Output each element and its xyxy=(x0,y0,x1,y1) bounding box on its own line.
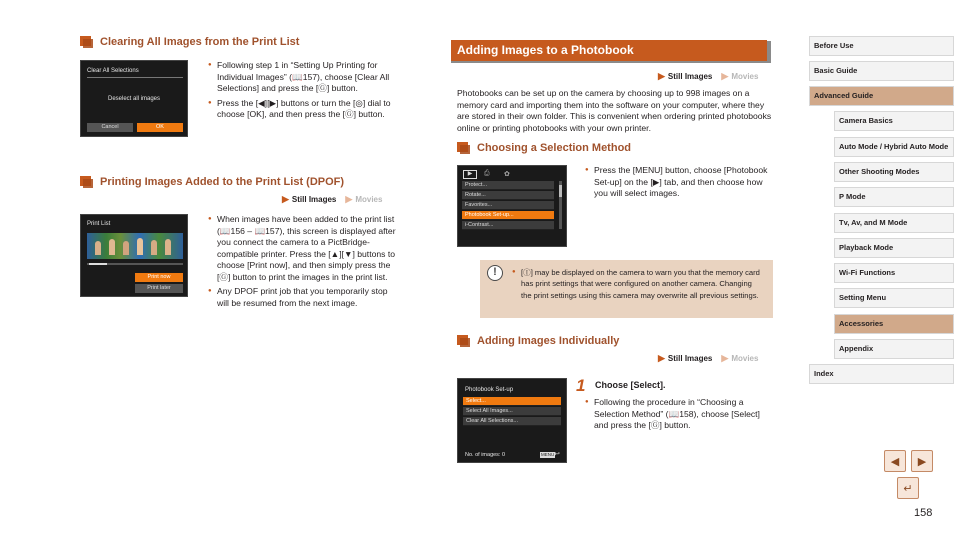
section-bullet-icon xyxy=(80,176,93,188)
nav-item-basic-guide[interactable]: Basic Guide xyxy=(809,61,954,81)
section-bullet-icon xyxy=(457,335,470,347)
ok-button: OK xyxy=(137,123,183,132)
nav-item-other-shooting-modes[interactable]: Other Shooting Modes xyxy=(834,162,954,182)
menu-item: Rotate... xyxy=(462,191,554,200)
playback-tab-icon: ▶ xyxy=(463,170,477,179)
section-bullet-icon xyxy=(457,142,470,154)
arrow-left-icon: ◀ xyxy=(890,455,900,468)
nav-item-setting-menu[interactable]: Setting Menu xyxy=(834,288,954,308)
camera-screen-playback-menu xyxy=(457,165,567,247)
screen-title: Clear All Selections xyxy=(87,68,139,74)
image-count: No. of images: 0 xyxy=(465,452,506,458)
image-type-tags xyxy=(282,194,382,205)
note-text: ● [Ⓘ] may be displayed on the camera to warn you that the memory card has print settings that were configured on another camera. Changing the print settings using this camera may overwrite all previous settings. xyxy=(512,267,762,301)
bullet-item: ● Following the procedure in “Choosing a Selection Method” (📖158), choose [Select] and press the [Ⓖ] button. xyxy=(585,397,770,432)
still-images-icon: ▶ xyxy=(282,194,289,204)
menu-item-selected: Select... xyxy=(463,397,561,406)
nav-item-accessories[interactable]: Accessories xyxy=(834,314,954,334)
nav-item-auto-mode-hybrid-auto-mode[interactable]: Auto Mode / Hybrid Auto Mode xyxy=(834,137,954,157)
note-box xyxy=(480,260,773,318)
menu-tag: MENU xyxy=(541,452,555,457)
instructions-dpof xyxy=(208,214,398,312)
bullet-item: ● When images have been added to the print list (📖156 – 📖157), this screen is displayed after you connect the camera to a PictBridge-compatible printer. Press the [▲][▼] buttons to choose [Print now], and then simply press the [Ⓖ] button to print the images in the print list. xyxy=(208,214,398,283)
menu-item-selected: Photobook Set-up... xyxy=(462,211,554,220)
scrollbar-thumb xyxy=(559,185,562,197)
intro-paragraph: Photobooks can be set up on the camera by choosing up to 998 images on a memory card and importing them into the software on your computer, where they are stored in their own folder. This is convenient when ordering printed photobooks online or printing photobooks with your own printer. xyxy=(457,88,772,133)
camera-screen-photobook-setup xyxy=(457,378,567,463)
arrow-right-icon: ▶ xyxy=(917,455,927,468)
bullet-item: ● Following step 1 in “Setting Up Printing for Individual Images” (📖157), choose [Clear All Selections] and press the [Ⓖ] button. xyxy=(208,60,393,95)
instructions-clear-all xyxy=(208,60,393,124)
still-images-label: Still Images xyxy=(291,195,337,204)
menu-item: Protect... xyxy=(462,181,554,190)
nav-item-p-mode[interactable]: P Mode xyxy=(834,187,954,207)
photobook-menu xyxy=(463,397,561,429)
nav-item-index[interactable]: Index xyxy=(809,364,954,384)
instructions-selection xyxy=(585,165,770,203)
screen-message: Deselect all images xyxy=(107,96,161,102)
image-type-tags xyxy=(658,71,758,82)
heading-text: Choosing a Selection Method xyxy=(477,142,632,154)
still-images-label: Still Images xyxy=(667,354,713,363)
screen-title: Photobook Set-up xyxy=(465,387,514,393)
previous-page-button[interactable] xyxy=(884,450,906,472)
camera-screen-clear-all xyxy=(80,60,188,137)
nav-item-advanced-guide[interactable]: Advanced Guide xyxy=(809,86,954,106)
menu-item: Clear All Selections... xyxy=(463,417,561,426)
section-heading-clear-all xyxy=(80,36,299,48)
movies-label: Movies xyxy=(731,354,759,363)
menu-item: i-Contrast... xyxy=(462,221,554,230)
instructions-step1 xyxy=(585,397,770,435)
section-bullet-icon xyxy=(80,36,93,48)
setup-tab-icon: ✿ xyxy=(504,171,510,178)
still-images-icon: ▶ xyxy=(658,353,665,363)
menu-item: Favorites... xyxy=(462,201,554,210)
bullet-item: ● Any DPOF print job that you temporarily stop will be resumed from the next image. xyxy=(208,286,398,309)
return-arrow-icon: ↩ xyxy=(554,451,560,458)
section-heading-dpof xyxy=(80,176,344,188)
thumbnail-strip xyxy=(87,233,183,259)
return-button[interactable] xyxy=(897,477,919,499)
bullet-item: ● Press the [◀][▶] buttons or turn the [◎] dial to choose [OK], and then press the [Ⓖ] button. xyxy=(208,98,393,121)
page-number: 158 xyxy=(914,507,933,519)
nav-item-appendix[interactable]: Appendix xyxy=(834,339,954,359)
still-images-label: Still Images xyxy=(667,72,713,81)
image-type-tags xyxy=(658,353,758,364)
heading-text: Printing Images Added to the Print List (DPOF) xyxy=(100,176,345,188)
cancel-button: Cancel xyxy=(87,123,133,132)
section-heading-selection xyxy=(457,142,631,154)
screen-title: Print List xyxy=(87,221,111,227)
movies-icon: ▶ xyxy=(345,194,353,204)
page-title: Adding Images to a Photobook xyxy=(451,40,767,61)
warning-icon: ! xyxy=(487,265,503,281)
return-icon: ↵ xyxy=(903,482,913,495)
bullet-item: ● Press the [MENU] button, choose [Photobook Set-up] on the [▶] tab, and then choose how you will select images. xyxy=(585,165,770,200)
movies-icon: ▶ xyxy=(721,71,729,81)
nav-item-tv-av-and-m-mode[interactable]: Tv, Av, and M Mode xyxy=(834,213,954,233)
next-page-button[interactable] xyxy=(911,450,933,472)
movies-icon: ▶ xyxy=(721,353,729,363)
nav-item-wi-fi-functions[interactable]: Wi-Fi Functions xyxy=(834,263,954,283)
camera-screen-print-list xyxy=(80,214,188,297)
nav-item-before-use[interactable]: Before Use xyxy=(809,36,954,56)
movies-label: Movies xyxy=(731,72,759,81)
print-tab-icon: ⎙ xyxy=(484,170,490,177)
nav-item-camera-basics[interactable]: Camera Basics xyxy=(834,111,954,131)
section-heading-individually xyxy=(457,335,619,347)
note-content xyxy=(512,267,762,304)
heading-text: Adding Images Individually xyxy=(477,335,620,347)
menu-item: Select All Images... xyxy=(463,407,561,416)
heading-text: Clearing All Images from the Print List xyxy=(100,36,300,48)
step-number: 1 xyxy=(576,376,586,395)
print-later-option: Print later xyxy=(135,284,183,293)
nav-item-playback-mode[interactable]: Playback Mode xyxy=(834,238,954,258)
step-title: Choose [Select]. xyxy=(595,380,666,390)
movies-label: Movies xyxy=(355,195,383,204)
menu-list xyxy=(462,181,562,240)
still-images-icon: ▶ xyxy=(658,71,665,81)
print-now-option: Print now xyxy=(135,273,183,282)
